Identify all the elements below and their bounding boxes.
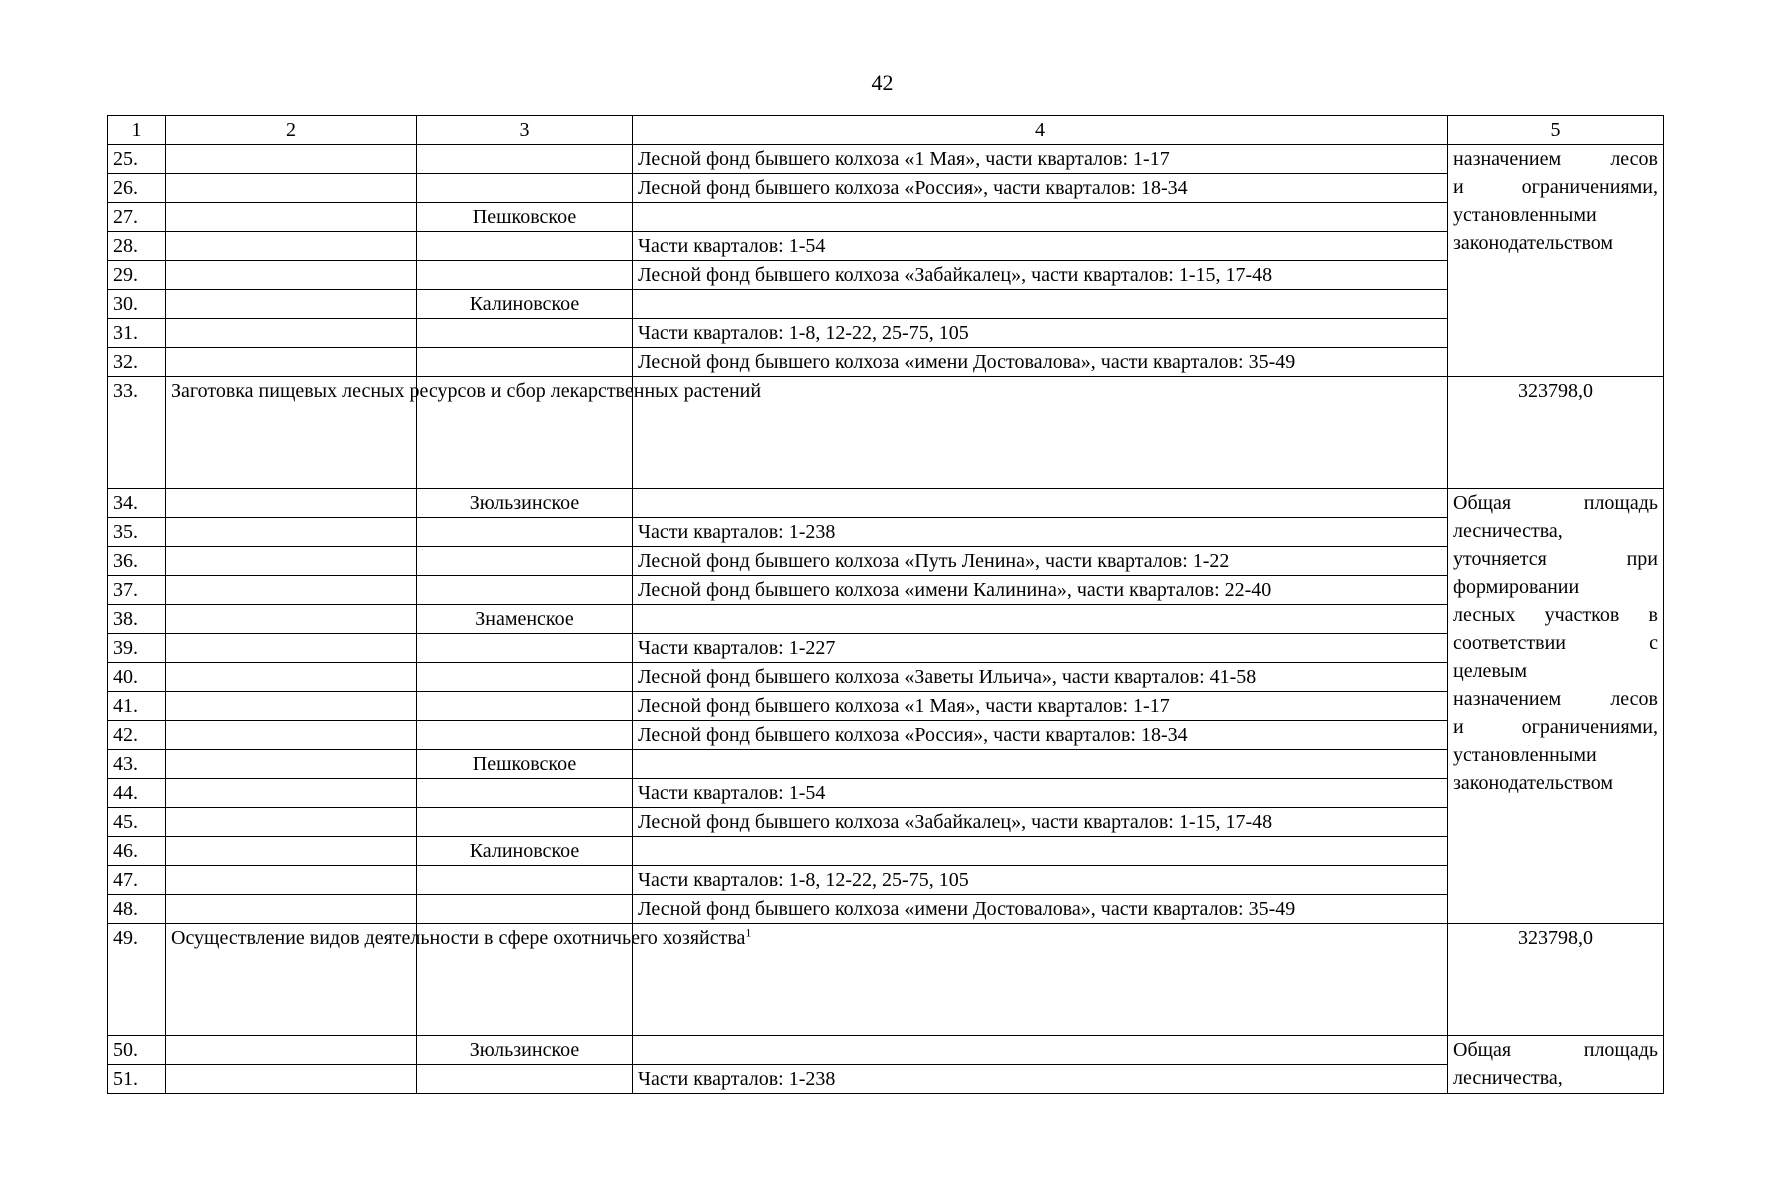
quarters-cell: Части кварталов: 1-238 bbox=[633, 518, 1448, 547]
quarters-cell: Лесной фонд бывшего колхоза «Путь Ленина», части кварталов: 1-22 bbox=[633, 547, 1448, 576]
forestry-district-cell: Калиновское bbox=[417, 290, 633, 319]
quarters-cell: Части кварталов: 1-8, 12-22, 25-75, 105 bbox=[633, 866, 1448, 895]
area-note-line: установленными bbox=[1453, 744, 1597, 766]
forestry-district-cell: Зюльзинское bbox=[417, 489, 633, 518]
table-row bbox=[108, 808, 1664, 837]
forestry-district-cell bbox=[417, 634, 633, 663]
area-note-line: уточняется при bbox=[1453, 548, 1658, 570]
table-row bbox=[108, 924, 1664, 1036]
table-row bbox=[108, 895, 1664, 924]
activity-cell: Осуществление видов деятельности в сфере охотничьего хозяйства$^1$ bbox=[166, 924, 417, 1036]
area-note-line: соответствии с bbox=[1453, 632, 1658, 654]
row-number: 34. bbox=[108, 489, 166, 518]
row-number: 44. bbox=[108, 779, 166, 808]
quarters-cell bbox=[633, 605, 1448, 634]
table-row bbox=[108, 174, 1664, 203]
quarters-cell: Лесной фонд бывшего колхоза «Россия», части кварталов: 18-34 bbox=[633, 174, 1448, 203]
row-number: 28. bbox=[108, 232, 166, 261]
forestry-district-cell bbox=[417, 721, 633, 750]
area-note-cell bbox=[1448, 145, 1664, 377]
quarters-cell bbox=[633, 203, 1448, 232]
forestry-district-cell: Пешковское bbox=[417, 203, 633, 232]
area-note-line: назначением лесов bbox=[1453, 148, 1658, 170]
row-number: 30. bbox=[108, 290, 166, 319]
quarters-cell: Части кварталов: 1-8, 12-22, 25-75, 105 bbox=[633, 319, 1448, 348]
table-row bbox=[108, 489, 1664, 518]
forestry-district-cell bbox=[417, 547, 633, 576]
quarters-cell: Части кварталов: 1-54 bbox=[633, 232, 1448, 261]
quarters-cell: Лесной фонд бывшего колхоза «Забайкалец», части кварталов: 1-15, 17-48 bbox=[633, 261, 1448, 290]
quarters-cell: Лесной фонд бывшего колхоза «имени Калинина», части кварталов: 22-40 bbox=[633, 576, 1448, 605]
forestry-district-cell bbox=[417, 261, 633, 290]
forestry-district-cell bbox=[417, 866, 633, 895]
area-note-line: целевым bbox=[1453, 660, 1527, 682]
table-row bbox=[108, 290, 1664, 319]
forestry-district-cell bbox=[417, 576, 633, 605]
area-note-cell bbox=[1448, 1036, 1664, 1094]
area-value-cell: 323798,0 bbox=[1448, 377, 1664, 489]
table-row bbox=[108, 779, 1664, 808]
quarters-cell: Лесной фонд бывшего колхоза «Забайкалец», части кварталов: 1-15, 17-48 bbox=[633, 808, 1448, 837]
quarters-cell bbox=[633, 924, 1448, 1036]
area-note-line: формировании bbox=[1453, 576, 1580, 598]
area-note-cell bbox=[1448, 489, 1664, 924]
forestry-district-cell bbox=[417, 348, 633, 377]
table-row bbox=[108, 203, 1664, 232]
quarters-cell bbox=[633, 290, 1448, 319]
quarters-cell: Лесной фонд бывшего колхоза «имени Достовалова», части кварталов: 35-49 bbox=[633, 348, 1448, 377]
column-header: 2 bbox=[166, 116, 417, 145]
area-note-line: установленными bbox=[1453, 204, 1597, 226]
forestry-district-cell bbox=[417, 174, 633, 203]
row-number: 27. bbox=[108, 203, 166, 232]
area-note-line: Общая площадь bbox=[1453, 492, 1658, 514]
area-note-line: лесничества, bbox=[1453, 520, 1563, 542]
activity-cell bbox=[166, 489, 417, 518]
row-number: 35. bbox=[108, 518, 166, 547]
row-number: 36. bbox=[108, 547, 166, 576]
row-number: 43. bbox=[108, 750, 166, 779]
table-row bbox=[108, 837, 1664, 866]
forestry-table bbox=[107, 115, 1664, 1094]
row-number: 41. bbox=[108, 692, 166, 721]
forestry-district-cell bbox=[417, 145, 633, 174]
activity-cell bbox=[166, 547, 417, 576]
table-row bbox=[108, 663, 1664, 692]
forestry-district-cell: Пешковское bbox=[417, 750, 633, 779]
quarters-cell: Части кварталов: 1-238 bbox=[633, 1065, 1448, 1094]
table-row bbox=[108, 750, 1664, 779]
area-note-line: и ограничениями, bbox=[1453, 176, 1658, 198]
area-note-line: законодательством bbox=[1453, 772, 1614, 794]
row-number: 26. bbox=[108, 174, 166, 203]
table-row bbox=[108, 319, 1664, 348]
activity-cell bbox=[166, 837, 417, 866]
activity-cell bbox=[166, 319, 417, 348]
area-note-line: законодательством bbox=[1453, 232, 1614, 254]
activity-cell bbox=[166, 808, 417, 837]
activity-cell bbox=[166, 576, 417, 605]
row-number: 37. bbox=[108, 576, 166, 605]
row-number: 25. bbox=[108, 145, 166, 174]
row-number: 48. bbox=[108, 895, 166, 924]
forestry-district-cell bbox=[417, 232, 633, 261]
table-row bbox=[108, 348, 1664, 377]
forestry-district-cell: Зюльзинское bbox=[417, 1036, 633, 1065]
quarters-cell: Лесной фонд бывшего колхоза «1 Мая», части кварталов: 1-17 bbox=[633, 692, 1448, 721]
table-row bbox=[108, 721, 1664, 750]
table-row bbox=[108, 605, 1664, 634]
activity-cell bbox=[166, 692, 417, 721]
activity-cell bbox=[166, 779, 417, 808]
activity-cell bbox=[166, 348, 417, 377]
table-row bbox=[108, 518, 1664, 547]
activity-cell bbox=[166, 145, 417, 174]
table-row bbox=[108, 576, 1664, 605]
column-header: 3 bbox=[417, 116, 633, 145]
row-number: 50. bbox=[108, 1036, 166, 1065]
row-number: 45. bbox=[108, 808, 166, 837]
forestry-district-cell bbox=[417, 808, 633, 837]
column-header: 4 bbox=[633, 116, 1448, 145]
quarters-cell bbox=[633, 1036, 1448, 1065]
row-number: 51. bbox=[108, 1065, 166, 1094]
forestry-district-cell bbox=[417, 779, 633, 808]
row-number: 33. bbox=[108, 377, 166, 489]
column-header: 1 bbox=[108, 116, 166, 145]
activity-cell bbox=[166, 866, 417, 895]
table-row bbox=[108, 547, 1664, 576]
activity-cell bbox=[166, 174, 417, 203]
area-note-line: лесных участков в bbox=[1453, 604, 1658, 626]
area-value-cell: 323798,0 bbox=[1448, 924, 1664, 1036]
activity-cell bbox=[166, 750, 417, 779]
quarters-cell: Лесной фонд бывшего колхоза «Россия», части кварталов: 18-34 bbox=[633, 721, 1448, 750]
forestry-district-cell: Знаменское bbox=[417, 605, 633, 634]
row-number: 46. bbox=[108, 837, 166, 866]
area-note-line: Общая площадь bbox=[1453, 1039, 1658, 1061]
forestry-district-cell bbox=[417, 692, 633, 721]
activity-cell bbox=[166, 1036, 417, 1065]
forestry-district-cell: Калиновское bbox=[417, 837, 633, 866]
table-row bbox=[108, 1065, 1664, 1094]
activity-cell bbox=[166, 895, 417, 924]
activity-cell bbox=[166, 203, 417, 232]
table-row bbox=[108, 1036, 1664, 1065]
quarters-cell bbox=[633, 837, 1448, 866]
forestry-district-cell bbox=[417, 319, 633, 348]
table-row bbox=[108, 692, 1664, 721]
row-number: 39. bbox=[108, 634, 166, 663]
activity-cell bbox=[166, 1065, 417, 1094]
row-number: 49. bbox=[108, 924, 166, 1036]
table-row bbox=[108, 232, 1664, 261]
row-number: 47. bbox=[108, 866, 166, 895]
activity-cell bbox=[166, 605, 417, 634]
forestry-district-cell bbox=[417, 895, 633, 924]
table-row bbox=[108, 634, 1664, 663]
forestry-district-cell bbox=[417, 518, 633, 547]
quarters-cell: Лесной фонд бывшего колхоза «имени Достовалова», части кварталов: 35-49 bbox=[633, 895, 1448, 924]
table-row bbox=[108, 145, 1664, 174]
quarters-cell bbox=[633, 750, 1448, 779]
forestry-district-cell bbox=[417, 1065, 633, 1094]
quarters-cell bbox=[633, 489, 1448, 518]
area-note-line: и ограничениями, bbox=[1453, 716, 1658, 738]
row-number: 42. bbox=[108, 721, 166, 750]
area-note-line: назначением лесов bbox=[1453, 688, 1658, 710]
quarters-cell: Части кварталов: 1-54 bbox=[633, 779, 1448, 808]
row-number: 32. bbox=[108, 348, 166, 377]
quarters-cell: Лесной фонд бывшего колхоза «Заветы Ильича», части кварталов: 41-58 bbox=[633, 663, 1448, 692]
activity-cell: Заготовка пищевых лесных ресурсов и сбор лекарственных растений bbox=[166, 377, 417, 489]
row-number: 38. bbox=[108, 605, 166, 634]
activity-cell bbox=[166, 261, 417, 290]
table-header-row bbox=[108, 116, 1664, 145]
activity-cell bbox=[166, 721, 417, 750]
row-number: 40. bbox=[108, 663, 166, 692]
area-note-line: лесничества, bbox=[1453, 1067, 1563, 1089]
activity-cell bbox=[166, 663, 417, 692]
forestry-district-cell bbox=[417, 663, 633, 692]
quarters-cell: Лесной фонд бывшего колхоза «1 Мая», части кварталов: 1-17 bbox=[633, 145, 1448, 174]
footnote-marker: 1 bbox=[745, 925, 752, 940]
page-number: 42 bbox=[871, 70, 894, 95]
column-header: 5 bbox=[1448, 116, 1664, 145]
row-number: 29. bbox=[108, 261, 166, 290]
activity-cell bbox=[166, 634, 417, 663]
activity-cell bbox=[166, 518, 417, 547]
activity-cell bbox=[166, 290, 417, 319]
table-row bbox=[108, 377, 1664, 489]
table-row bbox=[108, 866, 1664, 895]
table-row bbox=[108, 261, 1664, 290]
activity-cell bbox=[166, 232, 417, 261]
row-number: 31. bbox=[108, 319, 166, 348]
quarters-cell: Части кварталов: 1-227 bbox=[633, 634, 1448, 663]
